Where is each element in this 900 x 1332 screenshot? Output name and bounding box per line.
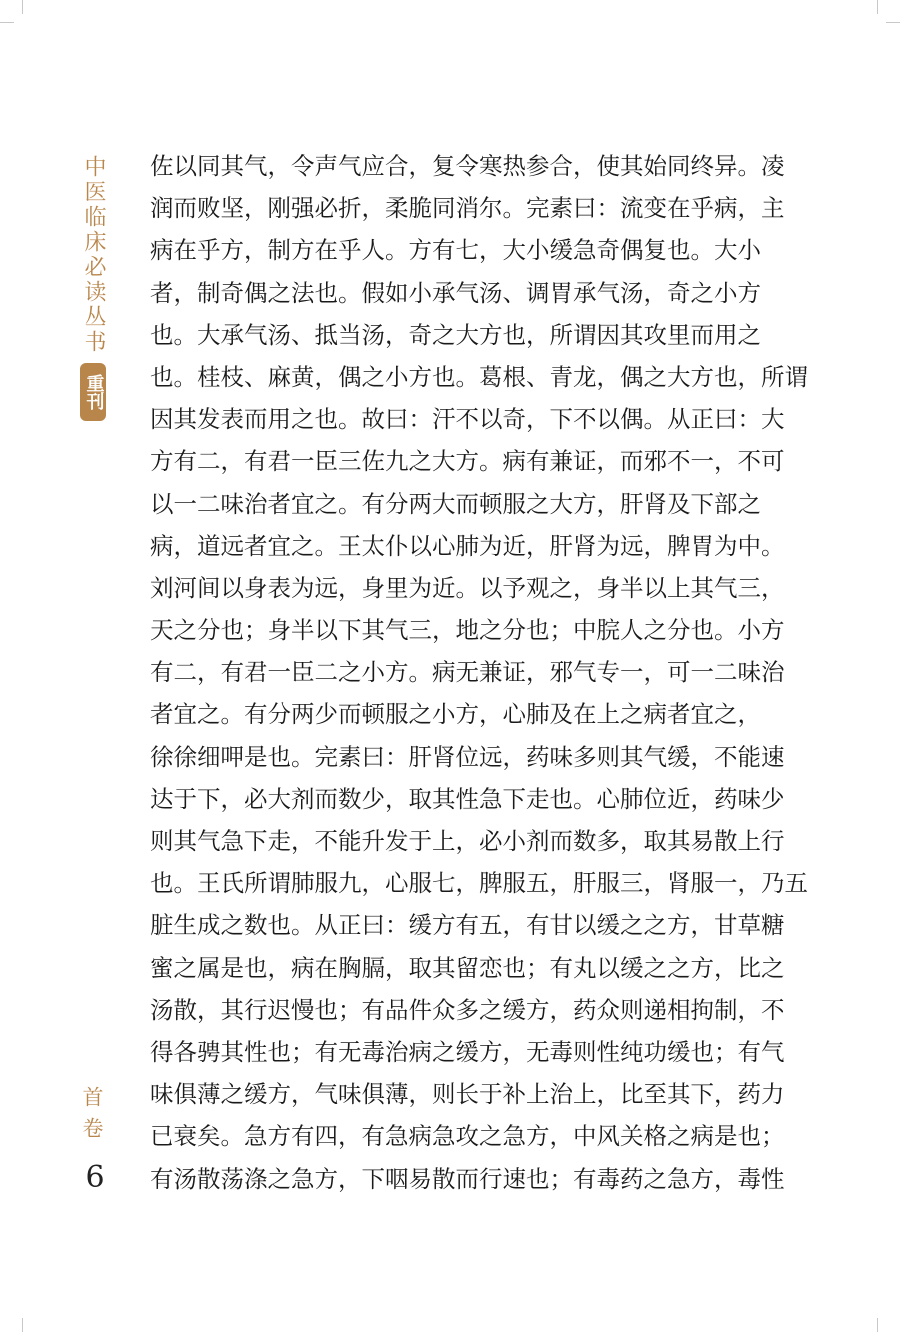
text-line: 达于下，必大剂而数少，取其性急下走也。心肺位近，药味少 bbox=[150, 784, 785, 813]
crop-mark-top-right bbox=[877, 0, 878, 14]
text-line: 脏生成之数也。从正曰：缓方有五，有甘以缓之之方，甘草糖 bbox=[150, 911, 785, 940]
crop-mark-top-right-h bbox=[886, 22, 900, 23]
crop-mark-top-left-h bbox=[0, 22, 14, 23]
text-line: 润而败坚，刚强必折，柔脆同消尔。完素曰：流变在乎病，主 bbox=[150, 194, 785, 223]
text-line: 蜜之属是也，病在胸膈，取其留恋也；有丸以缓之之方，比之 bbox=[150, 953, 785, 982]
text-line: 汤散，其行迟慢也；有品件众多之缓方，药众则递相拘制，不 bbox=[150, 995, 785, 1024]
section-name: 首卷 bbox=[80, 1086, 104, 1148]
text-line: 佐以同其气，令声气应合，复令寒热参合，使其始同终异。凌 bbox=[150, 152, 785, 180]
text-line: 也。王氏所谓肺服九，心服七，脾服五，肝服三，肾服一，乃五 bbox=[150, 869, 808, 898]
text-line: 病，道远者宜之。王太仆以心肺为近，肝肾为远，脾胃为中。 bbox=[150, 531, 785, 560]
text-line: 病在乎方，制方在乎人。方有七，大小缓急奇偶复也。大小 bbox=[150, 236, 761, 265]
text-line: 得各骋其性也；有无毒治病之缓方，无毒则性纯功缓也；有气 bbox=[150, 1037, 785, 1066]
crop-mark-bottom-left bbox=[22, 1318, 23, 1332]
text-line: 已衰矣。急方有四，有急病急攻之急方，中风关格之病是也； bbox=[150, 1122, 785, 1151]
crop-mark-top-left bbox=[22, 0, 23, 14]
text-line: 刘河间以身表为远，身里为近。以予观之，身半以上其气三， bbox=[150, 573, 785, 602]
reprint-seal: 重刊 bbox=[80, 363, 106, 421]
text-line: 者，制奇偶之法也。假如小承气汤、调胃承气汤，奇之小方 bbox=[150, 278, 761, 307]
text-line: 以一二味治者宜之。有分两大而顿服之大方，肝肾及下部之 bbox=[150, 489, 761, 518]
sidebar bbox=[76, 155, 110, 421]
text-line: 徐徐细呷是也。完素曰：肝肾位远，药味多则其气缓，不能速 bbox=[150, 742, 785, 771]
text-line: 味俱薄之缓方，气味俱薄，则长于补上治上，比至其下，药力 bbox=[150, 1080, 785, 1109]
text-line: 者宜之。有分两少而顿服之小方，心肺及在上之病者宜之， bbox=[150, 700, 761, 729]
text-line: 因其发表而用之也。故曰：汗不以奇，下不以偶。从正曰：大 bbox=[150, 405, 785, 434]
page-number: 6 bbox=[85, 1160, 105, 1195]
text-line: 方有二，有君一臣三佐九之大方。病有兼证，而邪不一，不可 bbox=[150, 447, 785, 476]
text-line: 也。桂枝、麻黄，偶之小方也。葛根、青龙，偶之大方也，所谓 bbox=[150, 362, 808, 391]
text-line: 天之分也；身半以下其气三，地之分也；中脘人之分也。小方 bbox=[150, 616, 785, 645]
crop-mark-bottom-right bbox=[877, 1318, 878, 1332]
text-line: 有二，有君一臣二之小方。病无兼证，邪气专一，可一二味治 bbox=[150, 658, 785, 687]
body-text bbox=[150, 145, 808, 1200]
text-line: 则其气急下走，不能升发于上，必小剂而数多，取其易散上行 bbox=[150, 827, 785, 855]
series-title: 中医临床必读丛书 bbox=[81, 155, 106, 355]
text-line: 也。大承气汤、抵当汤，奇之大方也，所谓因其攻里而用之 bbox=[150, 320, 761, 349]
text-line: 有汤散荡涤之急方，下咽易散而行速也；有毒药之急方，毒性 bbox=[150, 1164, 785, 1193]
